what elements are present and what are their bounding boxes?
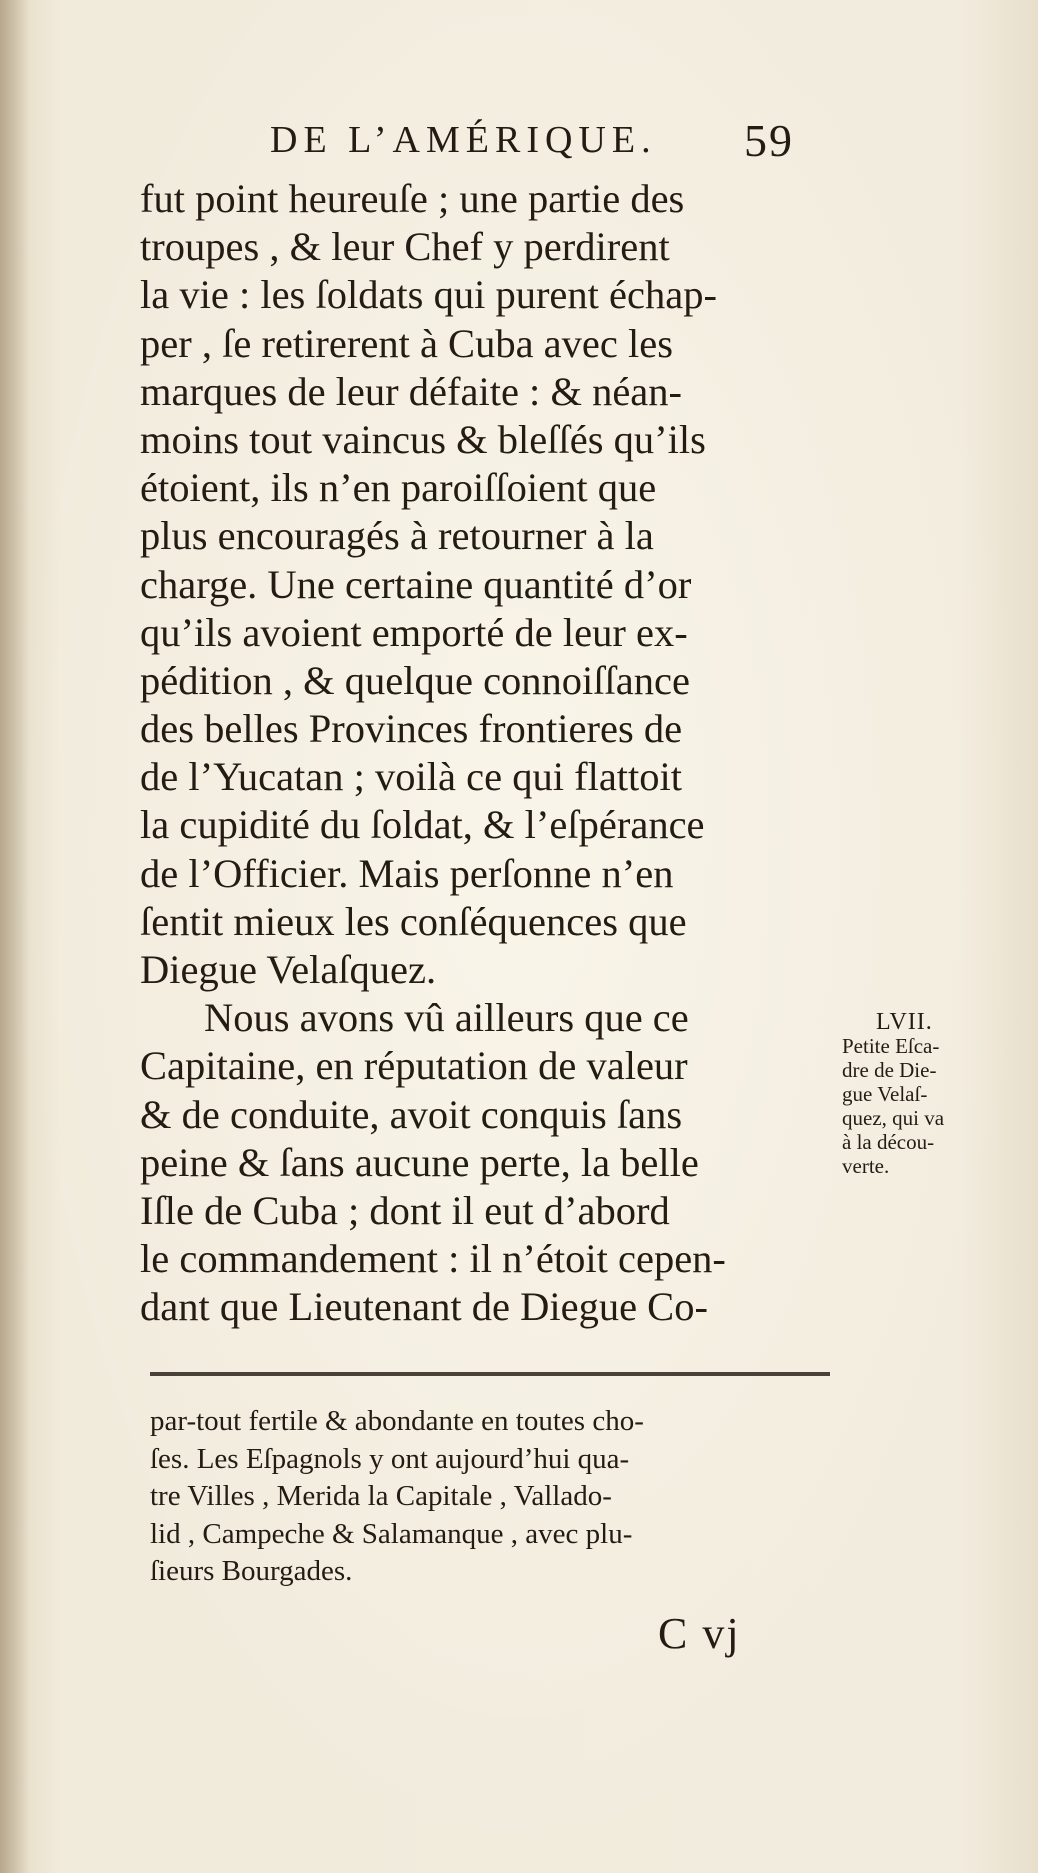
text-line: ſentit mieux les conſéquences que	[140, 898, 687, 944]
text-line: pédition , & quelque connoiſſance	[140, 657, 690, 703]
marginal-note-number: LVII.	[876, 1009, 933, 1035]
text-line: plus encouragés à retourner à la	[140, 513, 654, 559]
footnote-line: lid , Campeche & Salamanque , avec plu-	[150, 1517, 633, 1550]
gutter-shadow	[0, 0, 30, 1873]
text-line: Capitaine, en réputation de valeur	[140, 1043, 688, 1089]
text-line: marques de leur défaite : & néan-	[140, 368, 683, 414]
main-text-block	[140, 175, 840, 1332]
marginal-note-line: Petite Eſca-	[842, 1034, 940, 1058]
text-line: Iſle de Cuba ; dont il eut d’abord	[140, 1187, 670, 1233]
marginal-note-line: verte.	[842, 1154, 890, 1178]
text-line: le commandement : il n’étoit cepen-	[140, 1236, 726, 1282]
marginal-note-line: dre de Die-	[842, 1058, 937, 1082]
text-line: la vie : les ſoldats qui purent échap-	[140, 272, 717, 318]
footnote-line: par-tout fertile & abondante en toutes cho-	[150, 1405, 644, 1437]
marginal-note-line: quez, qui va	[842, 1106, 945, 1130]
text-line: des belles Provinces frontieres de	[140, 706, 683, 752]
text-line: per , ſe retirerent à Cuba avec les	[140, 320, 673, 366]
text-line: & de conduite, avoit conquis ſans	[140, 1091, 683, 1137]
text-line: dant que Lieutenant de Diegue Co-	[140, 1284, 708, 1330]
text-line: Diegue Velaſquez.	[140, 947, 437, 992]
footnote-line: tre Villes , Merida la Capitale , Vallado-	[150, 1480, 612, 1512]
text-line: qu’ils avoient emporté de leur ex-	[140, 609, 688, 655]
marginal-note	[842, 1010, 1032, 1178]
text-line: troupes , & leur Chef y perdirent	[140, 224, 670, 270]
running-title: DE L’AMÉRIQUE.	[270, 119, 657, 161]
text-line: Nous avons vû ailleurs que ce	[204, 995, 689, 1041]
text-line: de l’Yucatan ; voilà ce qui flattoit	[140, 754, 683, 800]
running-header	[270, 115, 830, 166]
footnote-block	[150, 1403, 810, 1591]
text-line: de l’Officier. Mais perſonne n’en	[140, 850, 674, 896]
text-line: fut point heureuſe ; une partie des	[140, 176, 685, 221]
footnote-rule	[150, 1372, 830, 1376]
footnote-line: ſieurs Bourgades.	[150, 1555, 353, 1587]
signature-mark: C vj	[658, 1609, 741, 1658]
text-line: étoient, ils n’en paroiſſoient que	[140, 465, 657, 511]
text-line: la cupidité du ſoldat, & l’eſpérance	[140, 802, 705, 848]
text-line: peine & ſans aucune perte, la belle	[140, 1139, 699, 1185]
text-line: moins tout vaincus & bleſſés qu’ils	[140, 416, 706, 462]
page-number: 59	[744, 115, 794, 166]
marginal-note-line: à la décou-	[842, 1130, 935, 1154]
footnote-line: ſes. Les Eſpagnols y ont aujourd’hui qua-	[150, 1442, 630, 1475]
marginal-note-line: gue Velaſ-	[842, 1082, 928, 1106]
text-line: charge. Une certaine quantité d’or	[140, 561, 692, 607]
